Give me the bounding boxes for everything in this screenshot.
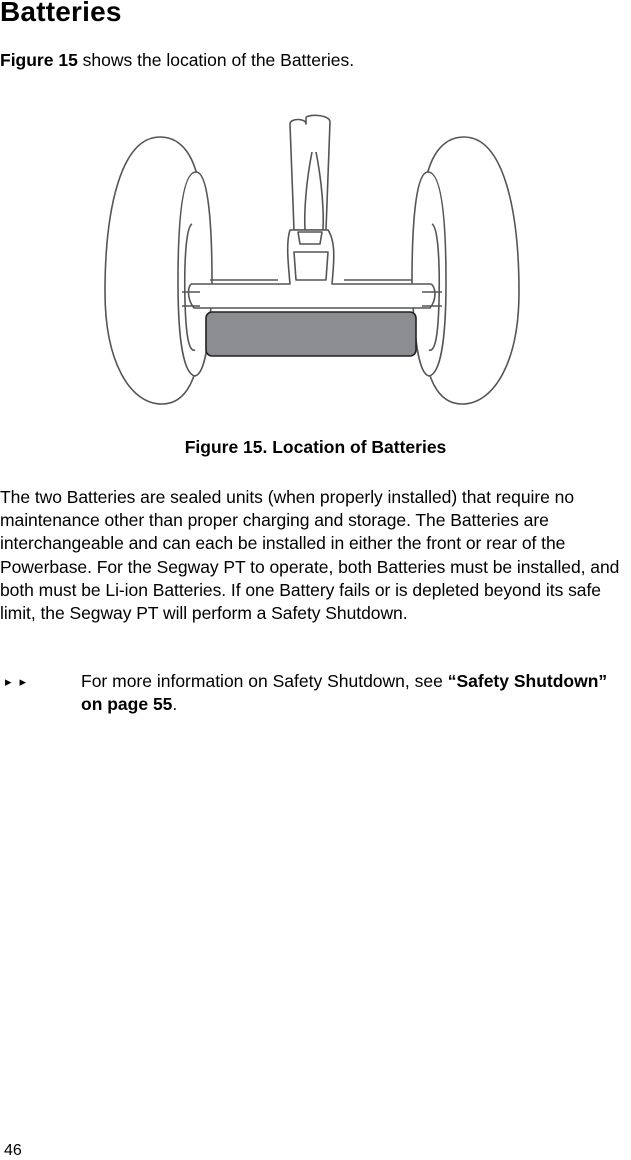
section-heading: Batteries <box>0 0 122 27</box>
segway-figure <box>100 112 524 412</box>
battery <box>206 312 416 356</box>
figure-caption: Figure 15. Location of Batteries <box>184 437 447 457</box>
safety-shutdown-link[interactable]: “Safety Shutdown” on page 55 <box>81 671 608 715</box>
note-end: . <box>172 694 178 715</box>
double-triangle-right-icon: ▸▸ <box>5 674 35 689</box>
body-paragraph: The two Batteries are sealed units (when properly installed) that require no maintenance other than proper charging and storage. The Batteries are interchangeable and can each be installed in either the front or rear of the Powerbase. For the Segway PT to operate, both Batteries must be installed, and both must be Li-ion Batteries. If one Battery fails or is depleted beyond its safe limit, the Segway PT will perform a Safety Shutdown. <box>0 487 620 624</box>
intro-paragraph <box>0 48 354 72</box>
figure-reference: Figure 15 <box>0 50 78 70</box>
segway-illustration <box>100 112 524 412</box>
right-wheel-rim <box>412 172 446 376</box>
note-paragraph <box>81 670 621 716</box>
note-text: For more information on Safety Shutdown, see <box>81 671 448 691</box>
page-number: 46 <box>4 1142 22 1159</box>
powerbase <box>189 230 435 308</box>
intro-text: shows the location of the Batteries. <box>77 50 355 70</box>
